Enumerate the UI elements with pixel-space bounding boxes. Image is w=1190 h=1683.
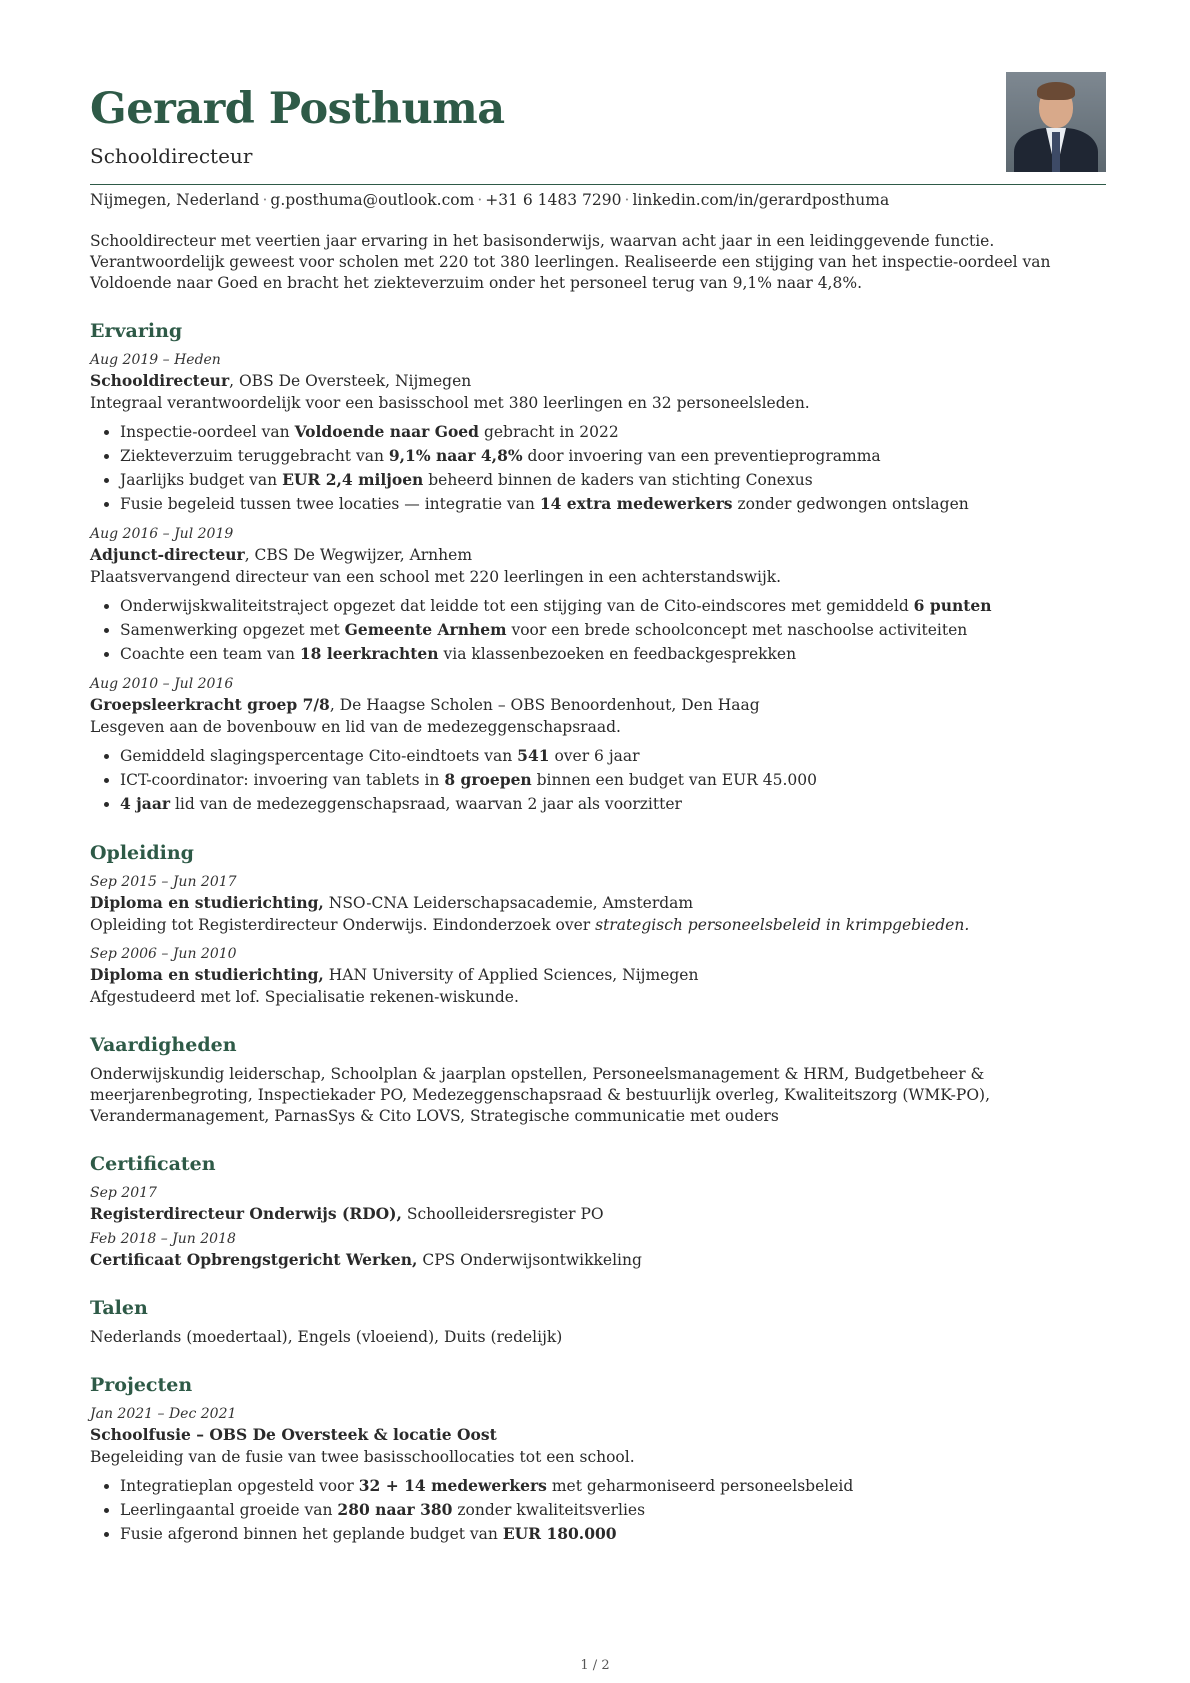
achievement-highlight: 9,1% naar 4,8% <box>388 446 523 465</box>
job-title: Schooldirecteur <box>90 144 253 168</box>
certificate-name: Registerdirecteur Onderwijs (RDO), <box>90 1204 402 1223</box>
achievement-highlight: EUR 180.000 <box>502 1524 617 1543</box>
achievement-text: voor een brede schoolconcept met naschoolse activiteiten <box>506 621 968 639</box>
entry-description <box>90 986 1106 1008</box>
entry-role: Groepsleerkracht groep 7/8 <box>90 695 330 714</box>
achievement-item <box>120 492 1106 516</box>
certificate-date: Feb 2018 – Jun 2018 <box>90 1231 236 1247</box>
entry-date: Aug 2010 – Jul 2016 <box>90 676 234 692</box>
entry-role: Diploma en studierichting, <box>90 965 324 984</box>
entry-role: Adjunct-directeur <box>90 545 245 564</box>
achievement-text: Fusie begeleid tussen twee locaties — integratie van <box>120 495 540 513</box>
entry-heading <box>90 964 1106 986</box>
achievement-highlight: Voldoende naar Goed <box>294 422 480 441</box>
achievement-item <box>120 792 1106 816</box>
contact-line: Nijmegen, Nederland · g.posthuma@outlook.com · +31 6 1483 7290 · linkedin.com/in/gerardposthuma <box>90 191 890 209</box>
achievement-item <box>120 744 1106 768</box>
achievement-highlight: 280 naar 380 <box>337 1500 453 1519</box>
header-divider <box>90 184 1106 185</box>
projects-list <box>90 1404 1106 1546</box>
entry-organization: , CBS De Wegwijzer, Arnhem <box>244 546 473 564</box>
achievement-item <box>120 768 1106 792</box>
education-entry <box>90 872 1106 936</box>
achievement-highlight: 541 <box>517 746 550 765</box>
achievement-text: binnen een budget van EUR 45.000 <box>531 771 818 789</box>
description-text: Afgestudeerd met lof. Specialisatie rekenen-wiskunde. <box>90 988 519 1006</box>
achievement-text: Integratieplan opgesteld voor <box>120 1477 359 1495</box>
achievement-item <box>120 1522 1106 1546</box>
achievement-text: ICT-coordinator: invoering van tablets in <box>120 771 445 789</box>
entry-date: Jan 2021 – Dec 2021 <box>90 1406 237 1422</box>
achievement-list <box>90 420 1106 516</box>
achievement-item <box>120 468 1106 492</box>
achievement-highlight: 18 leerkrachten <box>299 644 439 663</box>
achievement-text: over 6 jaar <box>549 747 640 765</box>
achievement-text: Ziekteverzuim teruggebracht van <box>120 447 389 465</box>
certificate-name: Certificaat Opbrengstgericht Werken, <box>90 1250 418 1269</box>
certificates-list <box>90 1183 1106 1271</box>
entry-description: Lesgeven aan de bovenbouw en lid van de medezeggenschapsraad. <box>90 718 621 736</box>
section-title-skills: Vaardigheden <box>90 1034 237 1056</box>
entry-heading <box>90 892 1106 914</box>
experience-entry <box>90 350 1106 516</box>
contact-location: Nijmegen, Nederland <box>90 191 260 209</box>
entry-description: Plaatsvervangend directeur van een school met 220 leerlingen in een achterstandswijk. <box>90 568 782 586</box>
entry-organization: , OBS De Oversteek, Nijmegen <box>229 372 472 390</box>
project-entry <box>90 1404 1106 1546</box>
section-title-education: Opleiding <box>90 842 194 864</box>
entry-description <box>90 914 1106 936</box>
achievement-list <box>90 594 1106 666</box>
achievement-text: Inspectie-oordeel van <box>120 423 295 441</box>
achievement-text: door invoering van een preventieprogramma <box>522 447 881 465</box>
achievement-list <box>90 1474 1106 1546</box>
entry-date: Sep 2015 – Jun 2017 <box>90 874 237 890</box>
skills-text: Onderwijskundig leiderschap, Schoolplan & jaarplan opstellen, Personeelsmanagement & HRM, Budgetbeheer & meerjarenbegroting, Inspectiekader PO, Medezeggenschapsraad & bestuurlijk overleg, Kwaliteitszorg (WMK-PO), Verandermanagement, ParnasSys & Cito LOVS, Strategische communicatie met ouders <box>90 1065 991 1125</box>
entry-organization: NSO-CNA Leiderschapsacademie, Amsterdam <box>323 894 694 912</box>
achievement-text: via klassenbezoeken en feedbackgesprekken <box>438 645 797 663</box>
experience-list <box>90 350 1106 816</box>
entry-role: Diploma en studierichting, <box>90 893 324 912</box>
entry-date: Aug 2019 – Heden <box>90 352 221 368</box>
contact-linkedin[interactable]: linkedin.com/in/gerardposthuma <box>632 191 890 209</box>
achievement-text: Samenwerking opgezet met <box>120 621 345 639</box>
achievement-list <box>90 744 1106 816</box>
achievement-item <box>120 1498 1106 1522</box>
achievement-text: Leerlingaantal groeide van <box>120 1501 338 1519</box>
profile-photo <box>1006 72 1106 172</box>
achievement-item <box>120 420 1106 444</box>
achievement-text: met geharmoniseerd personeelsbeleid <box>546 1477 854 1495</box>
education-entry <box>90 944 1106 1008</box>
experience-entry <box>90 524 1106 666</box>
entry-description: Integraal verantwoordelijk voor een basisschool met 380 leerlingen en 32 personeelsleden. <box>90 394 810 412</box>
entry-date: Sep 2006 – Jun 2010 <box>90 946 237 962</box>
achievement-highlight: 8 groepen <box>444 770 532 789</box>
resume-page <box>90 70 1106 1554</box>
entry-organization: , De Haagse Scholen – OBS Benoordenhout, Den Haag <box>329 696 760 714</box>
certificate-entry <box>90 1229 1106 1271</box>
achievement-item <box>120 1474 1106 1498</box>
contact-phone[interactable]: +31 6 1483 7290 <box>485 191 622 209</box>
section-title-experience: Ervaring <box>90 320 183 342</box>
achievement-highlight: 14 extra medewerkers <box>539 494 733 513</box>
certificate-date: Sep 2017 <box>90 1185 157 1201</box>
achievement-text: Onderwijskwaliteitstraject opgezet dat leidde tot een stijging van de Cito-eindscores met gemiddeld <box>120 597 914 615</box>
experience-entry <box>90 674 1106 816</box>
section-title-languages: Talen <box>90 1297 148 1319</box>
entry-date: Aug 2016 – Jul 2019 <box>90 526 234 542</box>
certificate-entry <box>90 1183 1106 1225</box>
achievement-item <box>120 618 1106 642</box>
achievement-highlight: Gemeente Arnhem <box>344 620 507 639</box>
education-list <box>90 872 1106 1008</box>
achievement-text: Gemiddeld slagingspercentage Cito-eindtoets van <box>120 747 518 765</box>
entry-heading <box>90 1424 1106 1446</box>
page-number: 1 / 2 <box>580 1658 610 1673</box>
contact-email[interactable]: g.posthuma@outlook.com <box>270 191 475 209</box>
certificate-issuer: CPS Onderwijsontwikkeling <box>417 1251 642 1269</box>
achievement-text: zonder kwaliteitsverlies <box>452 1501 646 1519</box>
achievement-item <box>120 444 1106 468</box>
achievement-item <box>120 642 1106 666</box>
languages-text: Nederlands (moedertaal), Engels (vloeiend), Duits (redelijk) <box>90 1328 563 1346</box>
candidate-name: Gerard Posthuma <box>90 84 505 134</box>
achievement-item <box>120 594 1106 618</box>
achievement-text: Coachte een team van <box>120 645 300 663</box>
achievement-text: lid van de medezeggenschapsraad, waarvan 2 jaar als voorzitter <box>170 795 682 813</box>
achievement-highlight: 4 jaar <box>120 794 171 813</box>
entry-description: Begeleiding van de fusie van twee basisschoollocaties tot een school. <box>90 1448 635 1466</box>
achievement-highlight: 6 punten <box>913 596 992 615</box>
resume-header <box>90 70 1106 176</box>
achievement-text: gebracht in 2022 <box>479 423 619 441</box>
section-title-certificates: Certificaten <box>90 1153 216 1175</box>
achievement-text: beheerd binnen de kaders van stichting Conexus <box>423 471 813 489</box>
profile-summary: Schooldirecteur met veertien jaar ervaring in het basisonderwijs, waarvan acht jaar in een leidinggevende functie. Verantwoordelijk geweest voor scholen met 220 tot 380 leerlingen. Realiseerde een stijging van het inspectie-oordeel van Voldoende naar Goed en bracht het ziekteverzuim onder het personeel terug van 9,1% naar 4,8%. <box>90 232 1051 292</box>
entry-role: Schooldirecteur <box>90 371 230 390</box>
certificate-issuer: Schoolleidersregister PO <box>401 1205 604 1223</box>
achievement-text: zonder gedwongen ontslagen <box>732 495 969 513</box>
achievement-text: Jaarlijks budget van <box>120 471 283 489</box>
certificate-heading <box>90 1249 1106 1271</box>
achievement-text: Fusie afgerond binnen het geplande budget van <box>120 1525 503 1543</box>
achievement-highlight: 32 + 14 medewerkers <box>358 1476 547 1495</box>
entry-heading <box>90 694 1106 716</box>
description-emphasis: strategisch personeelsbeleid in krimpgebieden. <box>595 916 970 934</box>
entry-organization: HAN University of Applied Sciences, Nijmegen <box>323 966 699 984</box>
certificate-heading <box>90 1203 1106 1225</box>
entry-heading <box>90 370 1106 392</box>
entry-heading <box>90 544 1106 566</box>
description-text: Opleiding tot Registerdirecteur Onderwijs. Eindonderzoek over <box>90 916 596 934</box>
entry-role: Schoolfusie – OBS De Oversteek & locatie Oost <box>90 1425 497 1444</box>
achievement-highlight: EUR 2,4 miljoen <box>282 470 424 489</box>
section-title-projects: Projecten <box>90 1374 193 1396</box>
